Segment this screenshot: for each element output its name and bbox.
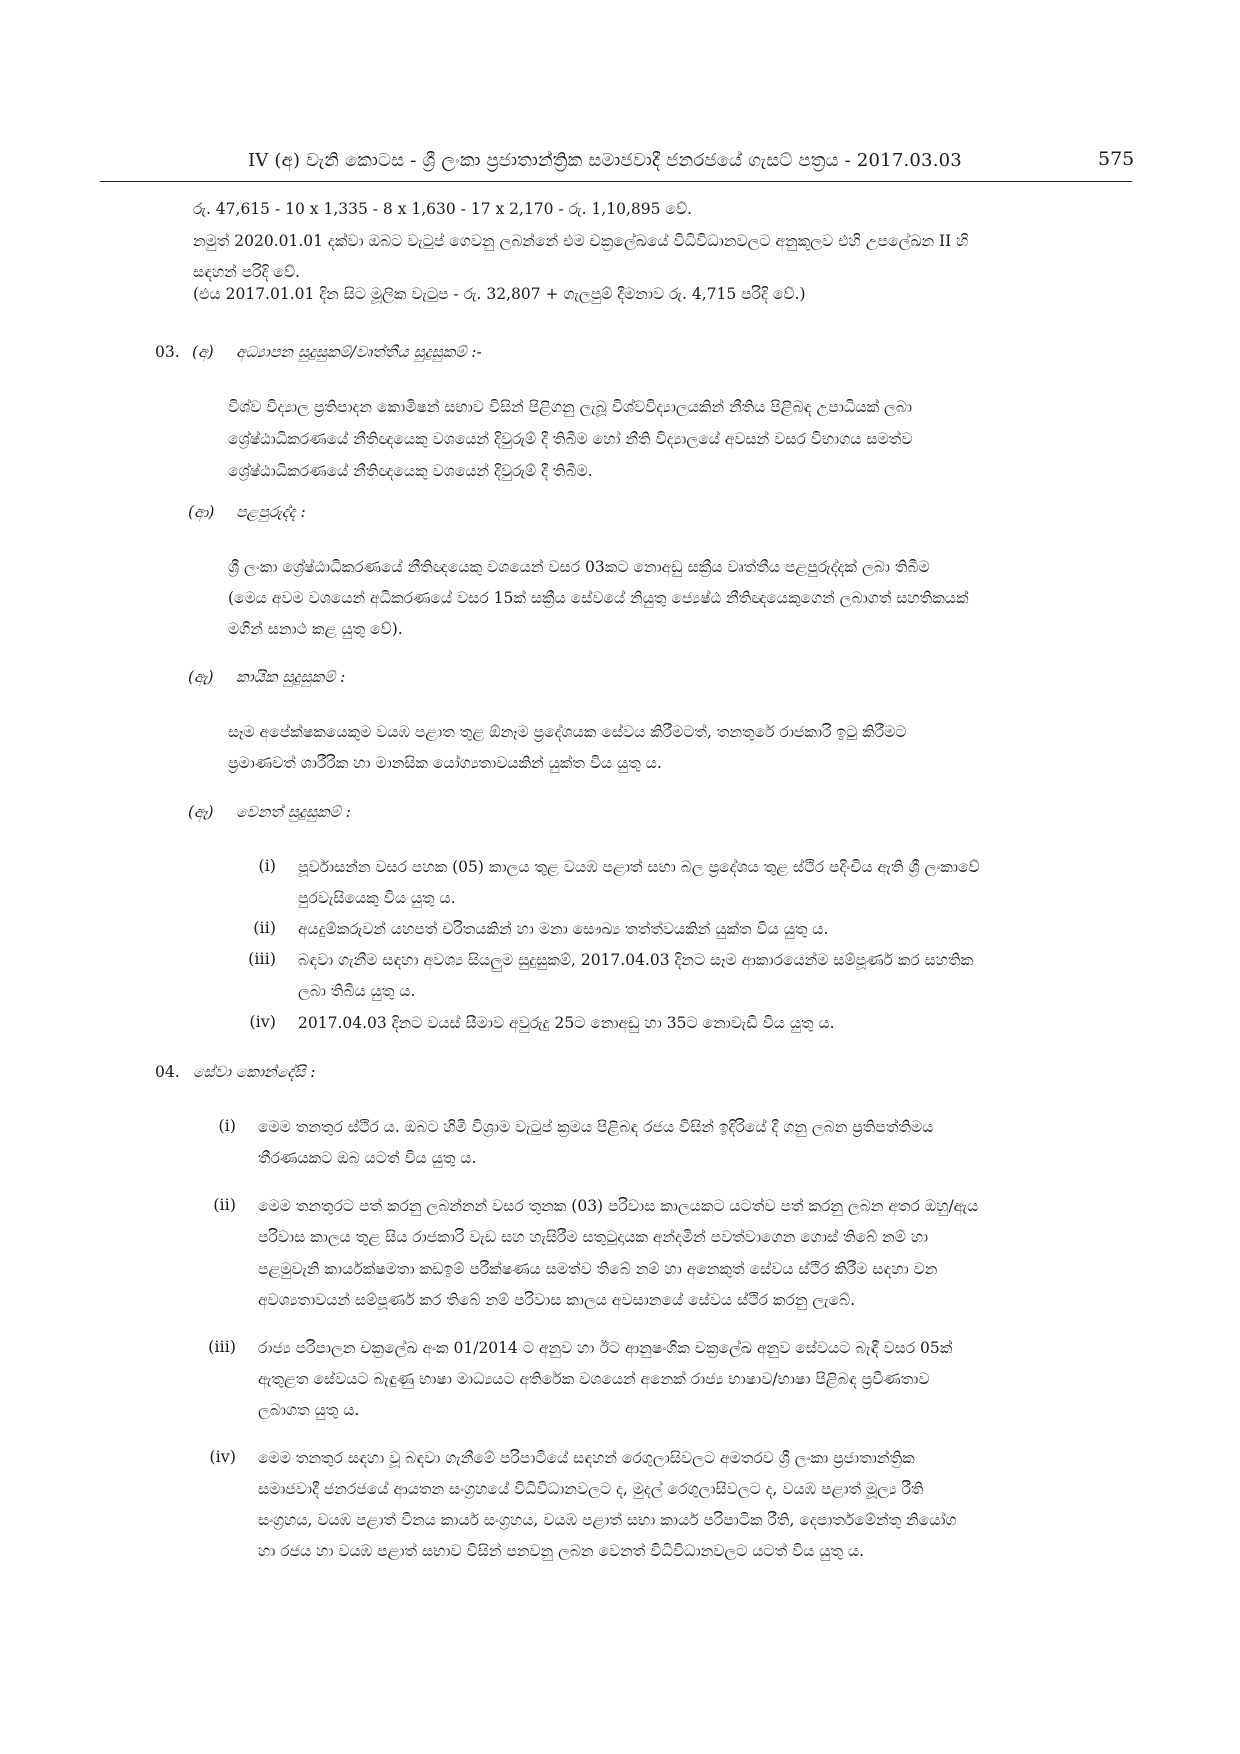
paragraph-line: විශ්ව විද්‍යාල ප්‍රතිපාදන කොමිෂන් සභාව විසින් පිළිගනු ලැබූ විශ්වවිද්‍යාලයකින් නීතිය පිළිබඳ උපාධියක් ලබා — [228, 398, 913, 416]
item-numeral: (iv) — [249, 1012, 276, 1031]
salary-scale-line: රු. 47,615 - 10 x 1,335 - 8 x 1,630 - 17 x 2,170 - රු. 1,10,895 වේ. — [193, 200, 693, 218]
section-number: 03. — [155, 343, 180, 361]
list-item-line: පරිවාස කාලය තුළ සිය රාජකාරි වැඩ සහ හැසිරීම සතුටුදායක අන්දමින් පවත්වාගෙන ගොස් තිබේ නම් හා — [258, 1228, 929, 1246]
gazette-header-title: IV (අ) වැනි කොටස - ශ්‍රී ලංකා ප්‍රජාතාන්ත්‍රික සමාජවාදී ජනරජයේ ගැසට් පත්‍රය - 2017.03.03 — [248, 150, 962, 171]
item-numeral: (i) — [218, 1116, 236, 1135]
list-item-line: අයදුම්කරුවන් යහපත් චරිතයකින් හා මනා සෞඛ්‍ය තත්ත්වයකින් යුක්ත විය යුතු ය. — [298, 920, 829, 938]
paragraph-line: ශ්‍රී ලංකා ශ්‍රේෂ්ඨාධිකරණයේ නීතිඥයෙකු වශයෙන් වසර 03කට නොඅඩු සක්‍රීය වෘත්තීය පළපුරුද්දක් ලබා තිබීම — [228, 558, 930, 576]
item-numeral: (iv) — [209, 1447, 236, 1466]
list-item-line: මෙම තනතුර ස්ථිර ය. ඔබට හිමි විශ්‍රාම වැටුප් ක්‍රමය පිළිබඳ රජය විසින් ඉදිරියේ දී ගනු ලබන ප්‍රතිපත්තිමය — [258, 1118, 934, 1136]
list-item-line: 2017.04.03 දිනට වයස් සීමාව අවුරුදු 25ට නොඅඩු හා 35ට නොවැඩි විය යුතු ය. — [298, 1014, 835, 1032]
list-item-line: පුරවැසියෙකු විය යුතු ය. — [298, 889, 456, 907]
header-rule — [100, 181, 1132, 182]
item-numeral: (ii) — [213, 1195, 236, 1214]
item-numeral: (iii) — [248, 949, 276, 968]
list-item-line: පූර්වාසන්න වසර පහක (05) කාලය තුළ වයඹ පළාත් සභා බල ප්‍රදේශය තුළ ස්ථිර පදිංචිය ඇති ශ්‍රී ලංකාවේ — [298, 858, 980, 876]
item-numeral: (i) — [258, 856, 276, 875]
list-item-line: ඇතුළත සේවයට බැඳුණු භාෂා මාධ්‍යයට අතිරේක වශයෙන් අනෙක් රාජ්‍ය භාෂාව/භාෂා පිළිබඳ ප්‍රවීණතාව — [258, 1370, 930, 1388]
list-item-line: අවශ්‍යතාවයන් සම්පූර්ණ කර තිබේ නම් පරිවාස කාලය අවසානයේ සේවය ස්ථිර කරනු ලැබේ. — [258, 1291, 856, 1309]
list-item-line: සමාජවාදී ජනරජයේ ආයතන සංග්‍රහයේ විධිවිධානවලට ද, මුදල් රෙගුලාසිවලට ද, වයඹ පළාත් මූල්‍ය රීති — [258, 1480, 924, 1498]
page-number: 575 — [1098, 148, 1135, 170]
sub-label: (ඇ) — [188, 668, 214, 686]
section-number: 04. — [155, 1063, 180, 1081]
item-numeral: (ii) — [253, 918, 276, 937]
list-item-line: මෙම තනතුර සඳහා වූ බඳවා ගැනීමේ පරිපාටියේ සඳහන් රෙගුලාසිවලට අමතරව ශ්‍රී ලංකා ප්‍රජාතාන්ත්‍රික — [258, 1449, 915, 1467]
list-item-line: හා රජය හා වයඹ පළාත් සභාව විසින් පනවනු ලබන වෙනත් විධිවිධානවලට යටත් විය යුතු ය. — [258, 1542, 865, 1560]
list-item-line: සංග්‍රහය, වයඹ පළාත් විනය කාර්ය සංග්‍රහය, වයඹ පළාත් සභා කාර්ය පරිපාටික රීති, දෙපාර්තමේන්තු නියෝග — [258, 1511, 957, 1529]
list-item-line: බඳවා ගැනීම සඳහා අවශ්‍ය සියලුම සුදුසුකම්, 2017.04.03 දිනට සෑම ආකාරයෙන්ම සම්පූර්ණ කර සහතික — [298, 951, 974, 969]
salary-basic-line: (එය 2017.01.01 දින සිට මූලික වැටුප - රු. 32,807 + ගැලපුම් දීමනාව රු. 4,715 පරිදි වේ.) — [193, 285, 806, 303]
sub-heading-education: අධ්‍යාපන සුදුසුකම්/වෘත්තීය සුදුසුකම් :- — [236, 343, 482, 361]
sub-label: (ආ) — [188, 503, 215, 521]
paragraph-line: ප්‍රමාණවත් ශාරීරික හා මානසික යෝග්‍යතාවයකින් යුක්ත විය යුතු ය. — [228, 754, 662, 772]
paragraph-line: ශ්‍රේෂ්ඨාධිකරණයේ නීතිඥයෙකු වශයෙන් දිවුරුම් දී තිබීම හෝ නීති විද්‍යාලයේ අවසන් වසර විභාගය සමත්ව — [228, 430, 913, 448]
salary-note-line: සඳහන් පරිදි වේ. — [193, 263, 301, 281]
list-item-line: ලබාගත යුතු ය. — [258, 1401, 360, 1419]
paragraph-line: සෑම අපේක්ෂකයෙකුම වයඹ පළාත තුළ ඕනෑම ප්‍රදේශයක සේවය කිරීමටත්, තනතුරේ රාජකාරි ඉටු කිරීමට — [228, 723, 907, 741]
list-item-line: තීරණයකට ඔබ යටත් විය යුතු ය. — [258, 1149, 477, 1167]
item-numeral: (iii) — [208, 1337, 236, 1356]
sub-heading-service-conditions: සේවා කොන්දේසි : — [193, 1063, 316, 1081]
paragraph-line: මගින් සනාථ කළ යුතු වේ). — [228, 620, 403, 638]
paragraph-line: (මෙය අවම වශයෙන් අධිකරණයේ වසර 15ක් සක්‍රීය සේවයේ නියුතු ජ්‍යෙෂ්ඨ නීතිඥයෙකුගෙන් ලබාගත් සහතිකයක් — [228, 589, 969, 607]
sub-label: (අ) — [192, 343, 214, 361]
salary-note-line: නමුත් 2020.01.01 දක්වා ඔබට වැටුප් ගෙවනු ලබන්නේ එම චක්‍රලේඛයේ විධිවිධානවලට අනුකූලව එහි උපලේඛන II හි — [193, 232, 969, 250]
paragraph-line: ශ්‍රේෂ්ඨාධිකරණයේ නීතිඥයෙකු වශයෙන් දිවුරුම් දී තිබීම. — [228, 462, 593, 480]
list-item-line: මෙම තනතුරට පත් කරනු ලබන්නන් වසර තුනක (03) පරිවාස කාලයකට යටත්ව පත් කරනු ලබන අතර ඔහු/ඇය — [258, 1197, 979, 1215]
sub-heading-other: වෙනත් සුදුසුකම් : — [236, 803, 351, 821]
list-item-line: රාජ්‍ය පරිපාලන චක්‍රලේඛ අංක 01/2014 ට අනුව හා ඊට ආනුෂංගික චක්‍රලේඛ අනුව සේවයට බැඳී වසර 05ක් — [258, 1339, 953, 1357]
sub-label: (ඈ) — [188, 803, 214, 821]
sub-heading-experience: පළපුරුද්ද : — [236, 503, 306, 521]
list-item-line: පළමුවැනි කාර්යක්ෂමතා කඩඉම් පරීක්ෂණය සමත්ව තිබේ නම් හා අනෙකුත් සේවය ස්ථිර කිරීම සඳහා වන — [258, 1260, 938, 1278]
list-item-line: ලබා තිබිය යුතු ය. — [298, 982, 416, 1000]
sub-heading-physical: කායික සුදුසුකම් : — [236, 668, 346, 686]
